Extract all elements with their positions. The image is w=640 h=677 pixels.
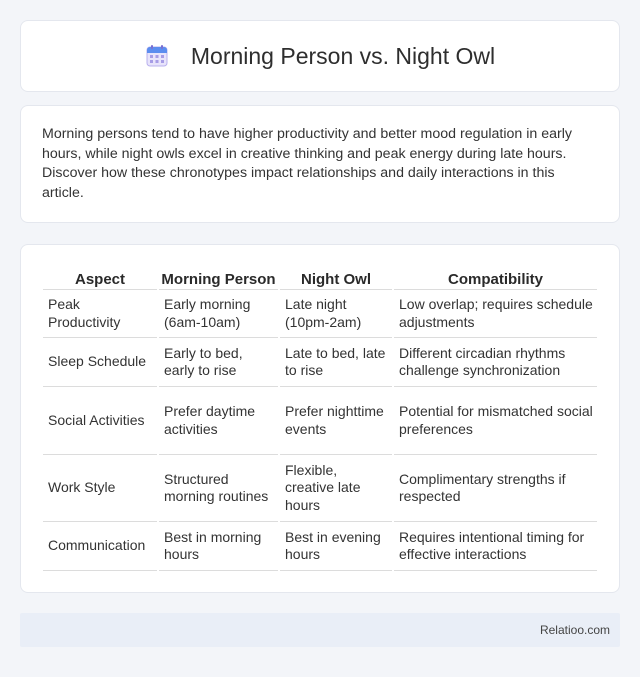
table-row	[43, 290, 597, 338]
table-cell: Best in morning hours	[159, 522, 278, 571]
table-cell: Peak Productivity	[43, 290, 157, 338]
page-title: Morning Person vs. Night Owl	[190, 42, 496, 69]
table-cell: Complimentary strengths if respected	[394, 455, 597, 522]
table-cell: Prefer nighttime events	[280, 387, 392, 455]
column-header-morning-person: Morning Person	[159, 265, 278, 290]
table-cell: Requires intentional timing for effective interactions	[394, 522, 597, 571]
intro-card	[20, 105, 620, 223]
calendar-icon	[145, 44, 169, 68]
table-cell: Early morning (6am-10am)	[159, 290, 278, 338]
table-header-row	[43, 265, 597, 290]
table-cell: Best in evening hours	[280, 522, 392, 571]
table-row	[43, 338, 597, 387]
table-cell: Work Style	[43, 455, 157, 522]
table-cell: Communication	[43, 522, 157, 571]
table-cell: Low overlap; requires schedule adjustments	[394, 290, 597, 338]
table-cell: Early to bed, early to rise	[159, 338, 278, 387]
table-cell: Structured morning routines	[159, 455, 278, 522]
footer-site-link[interactable]: Relatioo.com	[539, 623, 610, 637]
footer	[20, 613, 620, 647]
column-header-night-owl: Night Owl	[280, 265, 392, 290]
table-cell: Flexible, creative late hours	[280, 455, 392, 522]
table-row	[43, 387, 597, 455]
table-cell: Late to bed, late to rise	[280, 338, 392, 387]
intro-paragraph: Morning persons tend to have higher productivity and better mood regulation in early hours, while night owls excel in creative thinking and peak energy during late hours. Discover how these chronotypes impact relationships and daily interactions in this article.	[42, 126, 572, 201]
table-cell: Late night (10pm-2am)	[280, 290, 392, 338]
table-cell: Different circadian rhythms challenge synchronization	[394, 338, 597, 387]
comparison-table-card	[20, 244, 620, 593]
table-row	[43, 522, 597, 571]
column-header-compatibility: Compatibility	[394, 265, 597, 290]
table-cell: Potential for mismatched social preferences	[394, 387, 597, 455]
table-row	[43, 455, 597, 522]
comparison-table	[41, 265, 599, 571]
table-cell: Prefer daytime activities	[159, 387, 278, 455]
title-card	[20, 20, 620, 92]
table-cell: Sleep Schedule	[43, 338, 157, 387]
column-header-aspect: Aspect	[43, 265, 157, 290]
table-cell: Social Activities	[43, 387, 157, 455]
